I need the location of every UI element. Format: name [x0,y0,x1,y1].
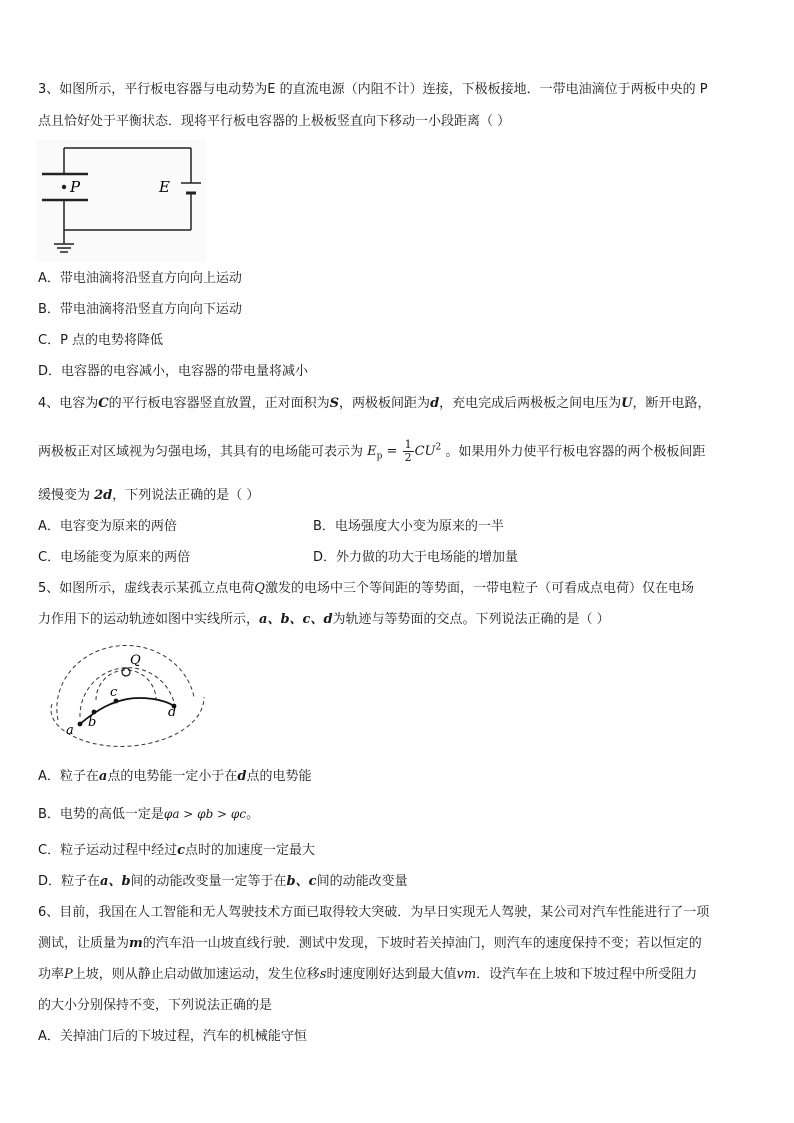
q4-option-d: D．外力做的功大于电场能的增加量 [313,550,519,565]
q5-stem-line2: 力作用下的运动轨迹如图中实线所示，a、b、c、d为轨迹与等势面的交点。下列说法正确的是（ ） [38,612,610,627]
label-a: a [66,723,74,738]
q6-stem-line1: 6、目前，我国在人工智能和无人驾驶技术方面已取得较大突破．为早日实现无人驾驶，某公司对汽车性能进行了一项 [38,905,710,920]
q3-option-a: A．带电油滴将沿竖直方向向上运动 [38,271,242,286]
q3-stem-line2: 点且恰好处于平衡状态．现将平行板电容器的上极板竖直向下移动一小段距离（ ） [38,114,511,129]
energy-formula: $E_p$ = $\frac{1}{2}$ $CU^2$ [367,438,442,465]
q4-stem-line3: 缓慢变为 2d，下列说法正确的是（ ） [38,488,260,503]
label-c: c [110,685,118,700]
q3-option-b: B．带电油滴将沿竖直方向向下运动 [38,302,242,317]
q5-equipotential-figure [44,642,224,752]
oil-droplet-point [62,185,66,189]
label-b: b [88,715,97,730]
q3-option-d: D．电容器的电容减小，电容器的带电量将减小 [38,364,309,379]
q4-stem-line2: 两极板正对区域视为匀强电场，其具有的电场能可表示为 $E_p$ = $\frac{1}{2}$ $CU^2$ 。如果用外力使平行板电容器的两个极板间距 [38,438,706,465]
q4-option-a: A．电容变为原来的两倍 [38,519,177,534]
q4-option-c: C．电场能变为原来的两倍 [38,550,191,565]
label-q: Q [130,653,141,668]
q5-option-c: C．粒子运动过程中经过c点时的加速度一定最大 [38,843,316,858]
q3-stem-line1: 3、如图所示，平行板电容器与电动势为E 的直流电源（内阻不计）连接，下极板接地．一带电油滴位于两板中央的 P [38,82,708,97]
q5-option-d: D．粒子在a、b间的动能改变量一定等于在b、c间的动能改变量 [38,874,408,889]
label-e: E [159,178,170,196]
label-d: d [168,705,177,720]
q4-stem-line1: 4、电容为C的平行板电容器竖直放置，正对面积为S，两极板间距为d，充电完成后两极板之间电压为U，断开电路， [38,396,711,411]
q6-stem-line3: 功率P上坡，则从静止启动做加速运动，发生位移s时速度刚好达到最大值vm．设汽车在上坡和下坡过程中所受阻力 [38,967,698,982]
q3-option-c: C．P 点的电势将降低 [38,333,164,348]
q6-option-a: A．关掉油门后的下坡过程，汽车的机械能守恒 [38,1029,307,1044]
q3-circuit-figure [36,140,206,262]
label-p: P [70,178,81,196]
q5-option-b: B．电势的高低一定是φa > φb > φc。 [38,807,260,822]
q4-option-b: B．电场强度大小变为原来的一半 [313,519,504,534]
q5-stem-line1: 5、如图所示，虚线表示某孤立点电荷Q激发的电场中三个等间距的等势面，一带电粒子（可看成点电荷）仅在电场 [38,581,694,596]
q5-option-a: A．粒子在a点的电势能一定小于在d点的电势能 [38,769,312,784]
q6-stem-line2: 测试，让质量为m的汽车沿一山坡直线行驶．测试中发现，下坡时若关掉油门，则汽车的速度保持不变；若以恒定的 [38,936,702,951]
q6-stem-line4: 的大小分别保持不变，下列说法正确的是 [38,998,273,1013]
